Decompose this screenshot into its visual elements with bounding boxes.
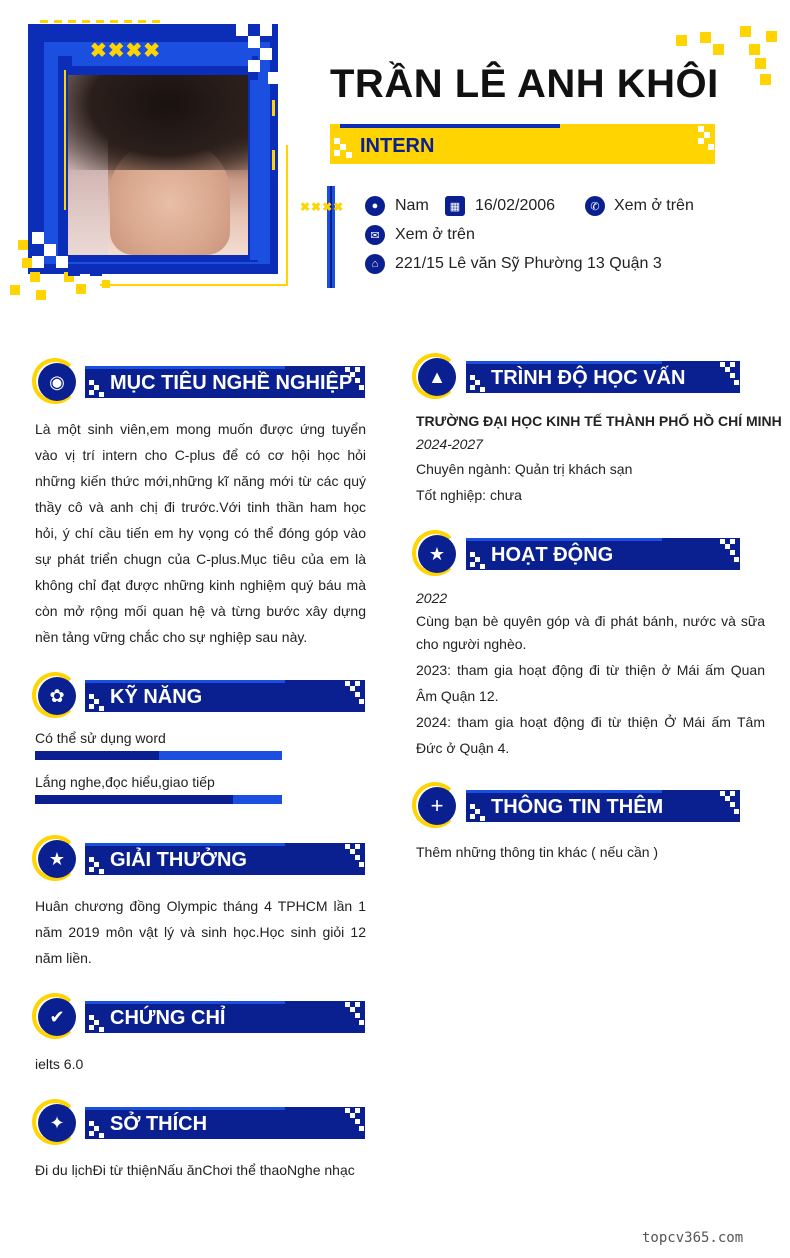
certificates-heading: CHỨNG CHỈ [110, 1007, 226, 1029]
skill-bar [35, 751, 282, 760]
plus-icon: + [418, 787, 456, 825]
candidate-name: TRẦN LÊ ANH KHÔI [330, 62, 719, 106]
activities-year: 2022 [416, 590, 448, 606]
skill-label: Lắng nghe,đọc hiểu,giao tiếp [35, 774, 215, 790]
education-graduation: Tốt nghiệp: chưa [416, 487, 522, 503]
activity-item: Cùng bạn bè quyên góp và đi phát bánh, nước và sữa cho người nghèo. [416, 613, 765, 652]
activity-item: 2024: tham gia hoạt động đi từ thiện Ở Mái ấm Tâm Đức ở Quận 4. [416, 714, 765, 756]
skill-bar-remainder [159, 751, 283, 760]
position-banner-accent [340, 124, 560, 128]
certificate-icon: ✔ [38, 998, 76, 1036]
hobbies-text: Đi du lịchĐi từ thiệnNấu ănChơi thể thaoNghe nhạc [35, 1162, 355, 1178]
skills-heading: KỸ NĂNG [110, 686, 203, 708]
phone-value: Xem ở trên [614, 197, 694, 214]
birthday-value: 16/02/2006 [475, 197, 556, 214]
hobbies-heading: SỞ THÍCH [110, 1113, 208, 1135]
person-icon: ★ [418, 535, 456, 573]
mail-icon: ✉ [365, 225, 385, 245]
skill-bar-remainder [233, 795, 282, 804]
email-value: Xem ở trên [395, 226, 475, 243]
skill-bar [35, 795, 282, 804]
extra-heading: THÔNG TIN THÊM [491, 796, 664, 818]
gender-value: Nam [395, 197, 429, 214]
phone-icon: ✆ [585, 196, 605, 216]
watermark: topcv365.com [642, 1230, 744, 1246]
extra-text: Thêm những thông tin khác ( nếu cần ) [416, 844, 659, 860]
activity-item: 2023: tham gia hoạt động đi từ thiện ở Mái ấm Quan Âm Quận 12. [416, 662, 765, 704]
home-icon: ⌂ [365, 254, 385, 274]
brain-icon: ✿ [38, 677, 76, 715]
school-name: TRƯỜNG ĐẠI HỌC KINH TẾ THÀNH PHỐ HỒ CHÍ MINH [416, 413, 782, 429]
contact-x-marks: ✖✖✖✖ [300, 200, 345, 214]
awards-heading: GIẢI THƯỞNG [110, 849, 247, 871]
puzzle-icon: ✦ [38, 1104, 76, 1142]
calendar-icon: ▦ [445, 196, 465, 216]
profile-photo-hair [68, 75, 248, 170]
position-title: INTERN [360, 135, 435, 157]
user-icon: ● [365, 196, 385, 216]
awards-text: Huân chương đồng Olympic tháng 4 TPHCM lần 1 năm 2019 môn vật lý và sinh học.Học sinh giỏi 12 năm liền. [35, 898, 366, 966]
education-period: 2024-2027 [416, 436, 483, 452]
certificates-text: ielts 6.0 [35, 1056, 84, 1072]
activities-heading: HOẠT ĐỘNG [491, 544, 614, 566]
skill-label: Có thể sử dụng word [35, 730, 166, 746]
education-major: Chuyên ngành: Quản trị khách sạn [416, 461, 633, 477]
address-value: 221/15 Lê văn Sỹ Phường 13 Quận 3 [395, 255, 662, 272]
trophy-icon: ★ [38, 840, 76, 878]
objective-heading: MỤC TIÊU NGHỀ NGHIỆP [110, 372, 353, 394]
objective-text: Là một sinh viên,em mong muốn được ứng tuyển vào vị trí intern cho C-plus để có cơ hội học hỏi những kiến thức mới,những kĩ năng mới từ các quý thầy cô và anh chị đi trước.Với tinh thần ham học hỏi, ý chí cầu tiến em hy vọng có thể đóng góp vào sự phát triển chugn của C-plus.Mục tiêu của em là không chỉ đạt được những kinh nghiệm quý báu mà còn mở rộng mối quan hệ và từng bước xây dựng nền tảng vững chắc cho sự nghiệp sau này. [35, 421, 366, 645]
graduation-cap-icon: ▲ [418, 358, 456, 396]
education-heading: TRÌNH ĐỘ HỌC VẤN [491, 367, 686, 389]
target-icon: ◉ [38, 363, 76, 401]
